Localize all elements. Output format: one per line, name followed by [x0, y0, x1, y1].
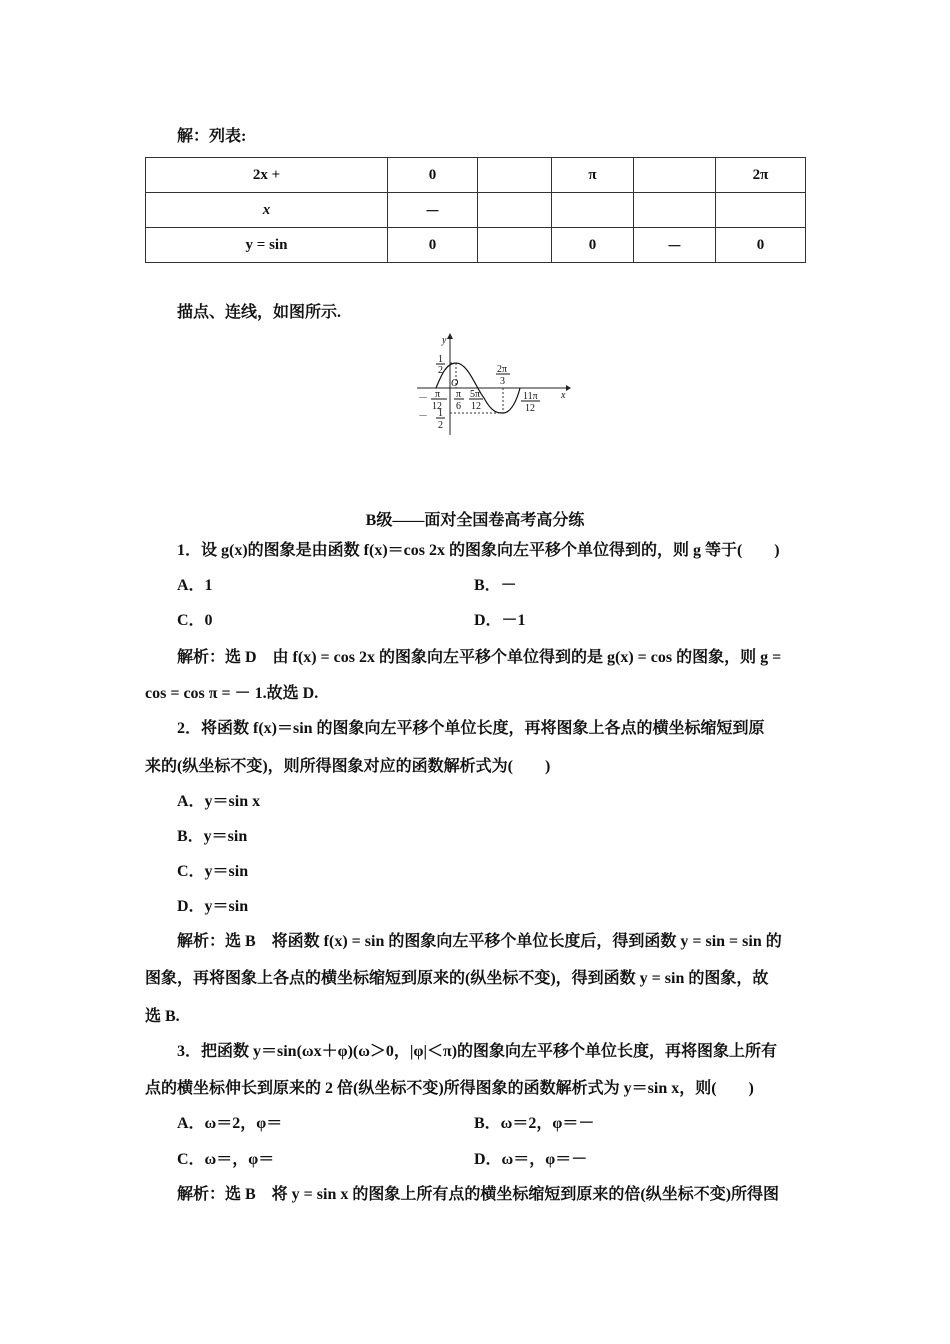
q1-option-c: C．0	[177, 612, 213, 629]
label-2pi3-den: 3	[500, 376, 505, 387]
value-table	[145, 157, 806, 263]
table-cell: －	[634, 228, 716, 263]
q2-option-c: C．y＝sin	[177, 863, 249, 880]
x-axis-label: x	[561, 390, 566, 401]
x-axis-arrow-icon	[566, 385, 571, 391]
q1-option-a: A．1	[177, 577, 213, 594]
q3-option-d: D．ω＝，φ＝－	[474, 1151, 588, 1168]
table-cell: y = sin	[146, 228, 388, 263]
label-half-num: 1	[438, 354, 443, 365]
table-row	[146, 228, 806, 263]
q1-option-d: D．－1	[474, 612, 526, 629]
y-axis-arrow-icon	[447, 333, 453, 339]
q2-answer-line1: 解析：选 B 将函数 f(x) = sin 的图象向左平移个单位长度后，得到函数 y = sin = sin 的	[177, 933, 782, 950]
label-pi12-num: π	[435, 389, 441, 400]
label-pi12-den: 12	[432, 401, 442, 412]
plot-instruction: 描点、连线，如图所示.	[177, 304, 342, 321]
q2-stem-line1: 2．将函数 f(x)＝sin 的图象向左平移个单位长度，再将图象上各点的横坐标缩短到原	[177, 720, 765, 737]
q1-option-b: B．－	[474, 577, 517, 594]
table-cell	[478, 193, 552, 228]
label-2pi3-num: 2π	[497, 364, 508, 375]
q2-answer-line2: 图象，再将图象上各点的横坐标缩短到原来的(纵坐标不变)，得到函数 y = sin 的图象，故	[145, 970, 769, 987]
table-cell	[478, 228, 552, 263]
q1-stem: 1．设 g(x)的图象是由函数 f(x)＝cos 2x 的图象向左平移个单位得到的，则 g 等于( )	[177, 542, 780, 559]
label-neg-pi12-sign: －	[418, 393, 428, 404]
q1-answer-line2: cos = cos π = － 1.故选 D.	[145, 685, 319, 702]
q2-answer-line3: 选 B.	[145, 1008, 180, 1025]
label-11pi12-num: 11π	[523, 391, 538, 402]
label-11pi12-den: 12	[525, 403, 535, 414]
table-cell: π	[552, 158, 634, 193]
q3-answer-line1: 解析：选 B 将 y = sin x 的图象上所有点的横坐标缩短到原来的倍(纵坐标不变)所得图	[177, 1186, 780, 1203]
table-cell	[634, 158, 716, 193]
label-pi6-num: π	[456, 389, 462, 400]
sine-graph	[414, 330, 574, 440]
q3-stem-line1: 3．把函数 y＝sin(ωx＋φ)(ω＞0，|φ|＜π)的图象向左平移个单位长度，再将图象上所有	[177, 1043, 778, 1060]
table-cell: 0	[388, 228, 478, 263]
table-cell: 0	[388, 158, 478, 193]
q2-stem-line2: 来的(纵坐标不变)，则所得图象对应的函数解析式为( )	[145, 758, 551, 775]
table-cell: 2π	[716, 158, 806, 193]
table-cell: 0	[716, 228, 806, 263]
label-5pi12-num: 5π	[470, 389, 481, 400]
table-cell	[478, 158, 552, 193]
section-title: B级——面对全国卷高考高分练	[365, 512, 585, 529]
q3-option-c: C．ω＝，φ＝	[177, 1151, 275, 1168]
label-pi6-den: 6	[456, 401, 461, 412]
q2-option-a: A．y＝sin x	[177, 793, 261, 810]
q2-option-d: D．y＝sin	[177, 898, 249, 915]
label-neg-half-den: 2	[438, 420, 443, 431]
q3-stem-line2: 点的横坐标伸长到原来的 2 倍(纵坐标不变)所得图象的函数解析式为 y＝sin x，则( )	[145, 1080, 754, 1097]
table-row	[146, 158, 806, 193]
table-cell: x	[146, 193, 388, 228]
label-neg-half-num: 1	[438, 408, 443, 419]
label-half-den: 2	[438, 365, 443, 376]
q2-option-b: B．y＝sin	[177, 828, 248, 845]
y-axis-label: y	[442, 335, 447, 346]
table-cell	[552, 193, 634, 228]
solution-intro: 解：列表:	[177, 128, 247, 145]
table-cell	[634, 193, 716, 228]
table-cell: 2x +	[146, 158, 388, 193]
q3-option-b: B．ω＝2，φ＝－	[474, 1115, 595, 1132]
table-cell	[716, 193, 806, 228]
label-neg-half-sign: －	[418, 411, 428, 422]
table-cell: －	[388, 193, 478, 228]
table-row	[146, 193, 806, 228]
q3-option-a: A．ω＝2，φ＝	[177, 1115, 283, 1132]
label-5pi12-den: 12	[471, 401, 481, 412]
q1-answer-line1: 解析：选 D 由 f(x) = cos 2x 的图象向左平移个单位得到的是 g(x) = cos 的图象，则 g =	[177, 649, 782, 666]
origin-label: O	[451, 378, 459, 389]
table-cell: 0	[552, 228, 634, 263]
